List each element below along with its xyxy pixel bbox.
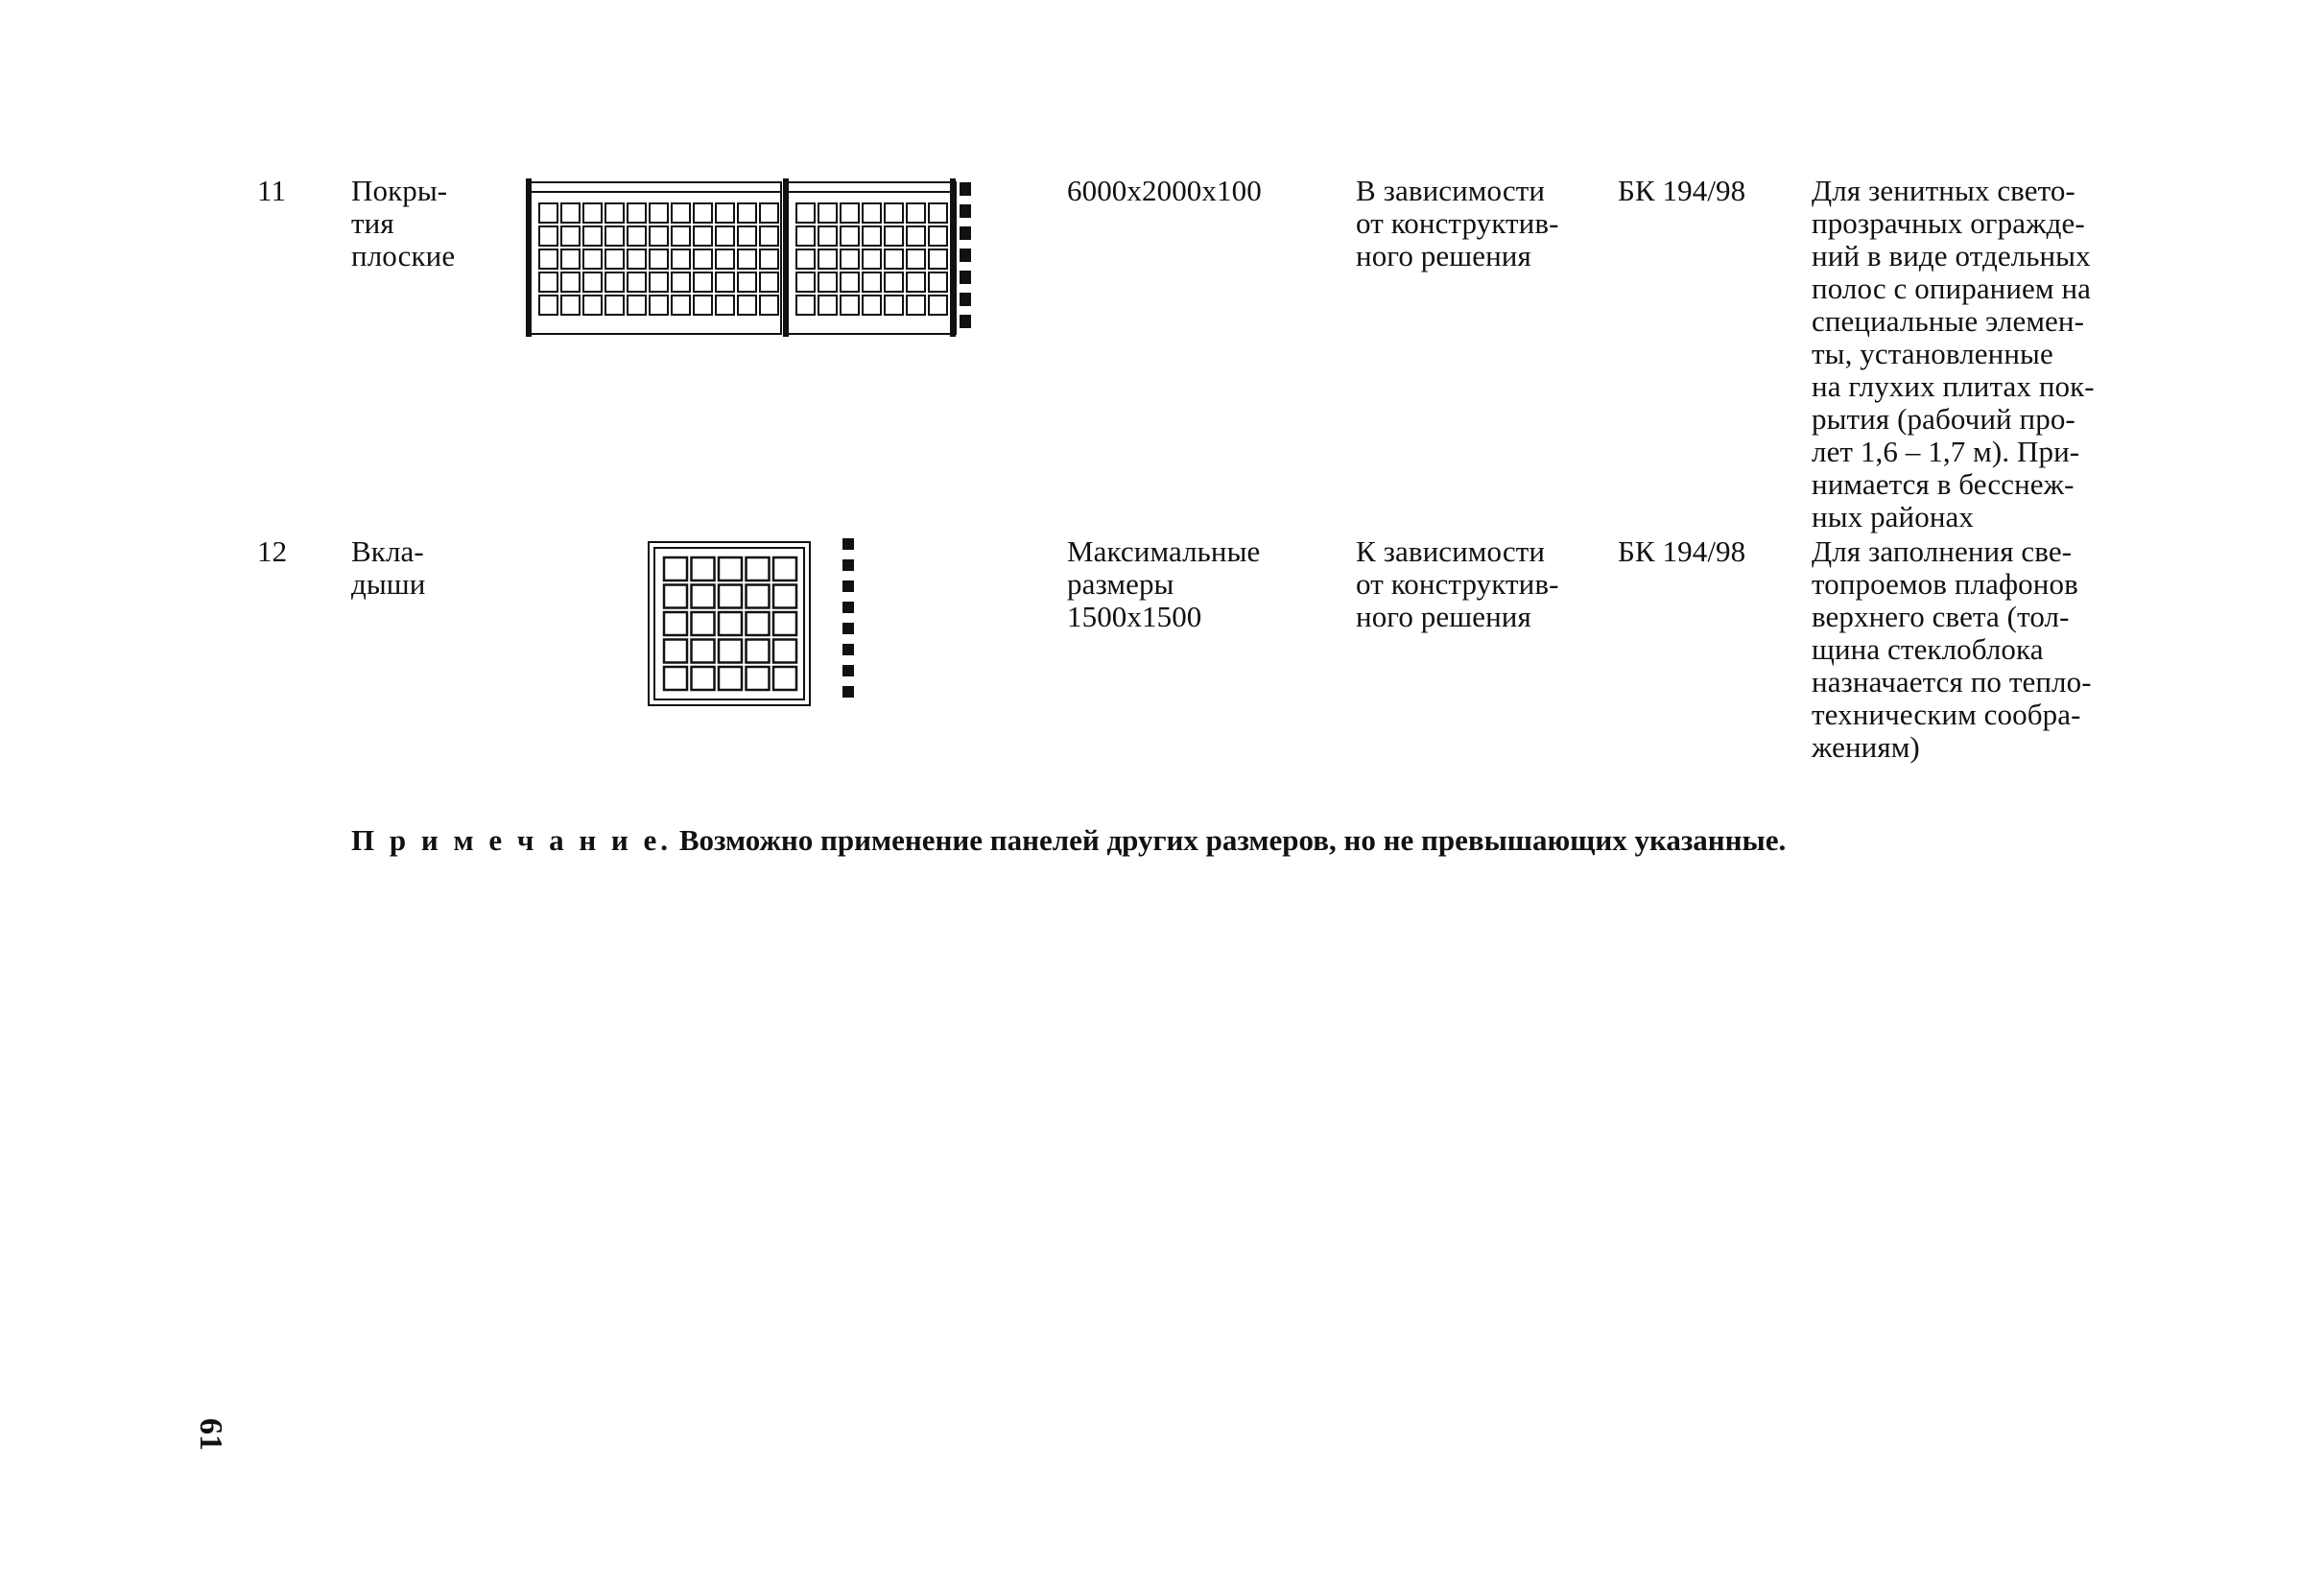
glass-block-cell xyxy=(818,272,837,292)
glass-block-cell xyxy=(694,272,712,292)
glass-block-cell xyxy=(628,203,646,223)
glass-block-cell xyxy=(907,249,925,269)
glass-block-cell xyxy=(929,272,947,292)
glass-block-cell xyxy=(841,296,859,315)
glass-block-cell xyxy=(650,226,668,246)
glass-block-cell xyxy=(738,226,756,246)
glass-block-cell xyxy=(929,249,947,269)
glass-block-cell xyxy=(773,667,796,690)
glass-block-cell xyxy=(561,203,580,223)
glass-block-cell xyxy=(539,249,557,269)
glass-block-cell xyxy=(716,203,734,223)
page-number: 61 xyxy=(193,1418,228,1451)
glass-block-cell xyxy=(719,667,742,690)
glass-block-cell xyxy=(672,272,690,292)
glass-block-cell xyxy=(796,226,815,246)
glass-block-cell xyxy=(863,249,881,269)
glass-block-cell xyxy=(716,226,734,246)
row-12-usage: Для заполнения све- топроемов плафонов верхнего света (тол- щина стеклоблока назначается по тепло- техническим сообра- жениям) xyxy=(1812,534,2092,764)
glass-block-cell xyxy=(747,585,770,608)
glass-block-cell xyxy=(796,203,815,223)
glass-block-cell xyxy=(773,612,796,635)
glass-block-cell xyxy=(863,203,881,223)
glass-block-cell xyxy=(747,667,770,690)
glass-block-cell xyxy=(796,249,815,269)
glass-block-cell xyxy=(738,272,756,292)
glass-block-cell xyxy=(719,557,742,580)
glass-block-cell xyxy=(760,249,778,269)
row-11-usage: Для зенитных свето- прозрачных огражде- ний в виде отдельных полос с опиранием на специальные элемен- ты, установленные на глухих плитах пок- рытия (рабочий про- лет 1,6 – 1,7 м). При- нимается в бесснеж- ных районах xyxy=(1812,174,2095,533)
glass-block-cell xyxy=(628,226,646,246)
glass-block-cell xyxy=(719,585,742,608)
glass-block-cell xyxy=(672,203,690,223)
glass-block-cell xyxy=(561,249,580,269)
glass-block-cell xyxy=(738,203,756,223)
glass-block-cell xyxy=(694,296,712,315)
glass-block-cell xyxy=(747,612,770,635)
glass-block-cell xyxy=(605,226,624,246)
glass-block-cell xyxy=(773,557,796,580)
glass-block-cell xyxy=(818,226,837,246)
insert-edge-section xyxy=(842,602,854,613)
glass-block-cell xyxy=(539,272,557,292)
row-11-name: Покры- тия плоские xyxy=(351,174,456,272)
footnote xyxy=(351,823,1786,858)
row-11-code: БК 194/98 xyxy=(1618,174,1746,207)
glass-block-cell xyxy=(561,226,580,246)
glass-block-cell xyxy=(664,557,687,580)
glass-block-cell xyxy=(672,249,690,269)
glass-block-cell xyxy=(650,249,668,269)
glass-block-cell xyxy=(664,640,687,663)
panel-edge-section xyxy=(960,271,971,284)
insert-edge-section xyxy=(842,538,854,550)
glass-block-cell xyxy=(539,203,557,223)
glass-block-cell xyxy=(863,226,881,246)
glass-block-cell xyxy=(664,585,687,608)
panel-edge-section xyxy=(960,293,971,306)
glass-block-cell xyxy=(692,640,715,663)
panel-edge-section xyxy=(960,315,971,328)
glass-block-cell xyxy=(583,249,602,269)
glass-block-cell xyxy=(716,272,734,292)
glass-block-cell xyxy=(773,640,796,663)
glass-block-cell xyxy=(561,296,580,315)
glass-block-cell xyxy=(583,296,602,315)
glass-block-cell xyxy=(841,226,859,246)
insert-edge-section xyxy=(842,623,854,634)
row-11-size-note: В зависимости от конструктив- ного решения xyxy=(1356,174,1559,272)
glass-block-cell xyxy=(760,272,778,292)
glass-block-cell xyxy=(747,640,770,663)
glass-block-cell xyxy=(539,296,557,315)
glass-block-cell xyxy=(738,296,756,315)
glass-block-cell xyxy=(885,226,903,246)
glass-block-cell xyxy=(885,203,903,223)
glass-block-insert-drawing xyxy=(647,536,864,709)
glass-block-cell xyxy=(605,203,624,223)
glass-block-cell xyxy=(841,249,859,269)
glass-block-cell xyxy=(818,249,837,269)
row-12-size-note: К зависимости от конструктив- ного решения xyxy=(1356,534,1559,633)
footnote-label: П р и м е ч а н и е. xyxy=(351,823,673,857)
glass-block-cell xyxy=(561,272,580,292)
insert-edge-section xyxy=(842,686,854,698)
row-12-size: Максимальные размеры 1500x1500 xyxy=(1067,534,1261,633)
glass-block-cell xyxy=(692,585,715,608)
glass-block-cell xyxy=(694,226,712,246)
glass-block-cell xyxy=(760,226,778,246)
glass-block-cell xyxy=(929,296,947,315)
row-12-name: Вкла- дыши xyxy=(351,534,426,601)
glass-block-cell xyxy=(583,272,602,292)
glass-block-cell xyxy=(664,667,687,690)
glass-block-cell xyxy=(929,203,947,223)
insert-edge-section xyxy=(842,559,854,571)
insert-edge-section xyxy=(842,580,854,592)
glass-block-cell xyxy=(760,203,778,223)
glass-block-cell xyxy=(650,296,668,315)
glass-block-cell xyxy=(796,296,815,315)
glass-block-cell xyxy=(885,249,903,269)
glass-block-cell xyxy=(605,296,624,315)
glass-block-cell xyxy=(863,296,881,315)
glass-block-cell xyxy=(818,203,837,223)
glass-block-cell xyxy=(650,272,668,292)
glass-block-cell xyxy=(760,296,778,315)
insert-edge-section xyxy=(842,644,854,655)
flat-roof-panel-drawing xyxy=(526,178,977,337)
glass-block-cell xyxy=(692,557,715,580)
glass-block-cell xyxy=(605,272,624,292)
glass-block-cell xyxy=(664,612,687,635)
glass-block-cell xyxy=(841,203,859,223)
glass-block-cell xyxy=(747,557,770,580)
glass-block-cell xyxy=(694,249,712,269)
panel-edge-section xyxy=(960,226,971,240)
row-12-number: 12 xyxy=(257,534,288,568)
row-11-number: 11 xyxy=(257,174,287,207)
glass-block-cell xyxy=(692,612,715,635)
glass-block-cell xyxy=(692,667,715,690)
glass-block-cell xyxy=(841,272,859,292)
glass-block-cell xyxy=(628,272,646,292)
glass-block-cell xyxy=(719,640,742,663)
glass-block-cell xyxy=(796,272,815,292)
glass-block-cell xyxy=(885,296,903,315)
panel-edge-section xyxy=(960,182,971,196)
glass-block-cell xyxy=(716,249,734,269)
glass-block-cell xyxy=(929,226,947,246)
panel-edge-section xyxy=(960,249,971,262)
glass-block-cell xyxy=(907,226,925,246)
glass-block-cell xyxy=(605,249,624,269)
glass-block-cell xyxy=(907,272,925,292)
glass-block-cell xyxy=(672,296,690,315)
glass-block-cell xyxy=(738,249,756,269)
glass-block-cell xyxy=(818,296,837,315)
glass-block-cell xyxy=(694,203,712,223)
glass-block-cell xyxy=(907,296,925,315)
glass-block-cell xyxy=(773,585,796,608)
insert-edge-section xyxy=(842,665,854,676)
panel-edge-section xyxy=(960,204,971,218)
glass-block-cell xyxy=(907,203,925,223)
glass-block-cell xyxy=(672,226,690,246)
glass-block-cell xyxy=(885,272,903,292)
footnote-text: Возможно применение панелей других размеров, но не превышающих указанные. xyxy=(672,823,1787,857)
row-11-size: 6000x2000x100 xyxy=(1067,174,1262,207)
glass-block-cell xyxy=(628,296,646,315)
glass-block-cell xyxy=(716,296,734,315)
glass-block-cell xyxy=(863,272,881,292)
glass-block-cell xyxy=(583,226,602,246)
row-12-code: БК 194/98 xyxy=(1618,534,1746,568)
glass-block-cell xyxy=(628,249,646,269)
glass-block-cell xyxy=(539,226,557,246)
glass-block-cell xyxy=(650,203,668,223)
glass-block-cell xyxy=(583,203,602,223)
glass-block-cell xyxy=(719,612,742,635)
